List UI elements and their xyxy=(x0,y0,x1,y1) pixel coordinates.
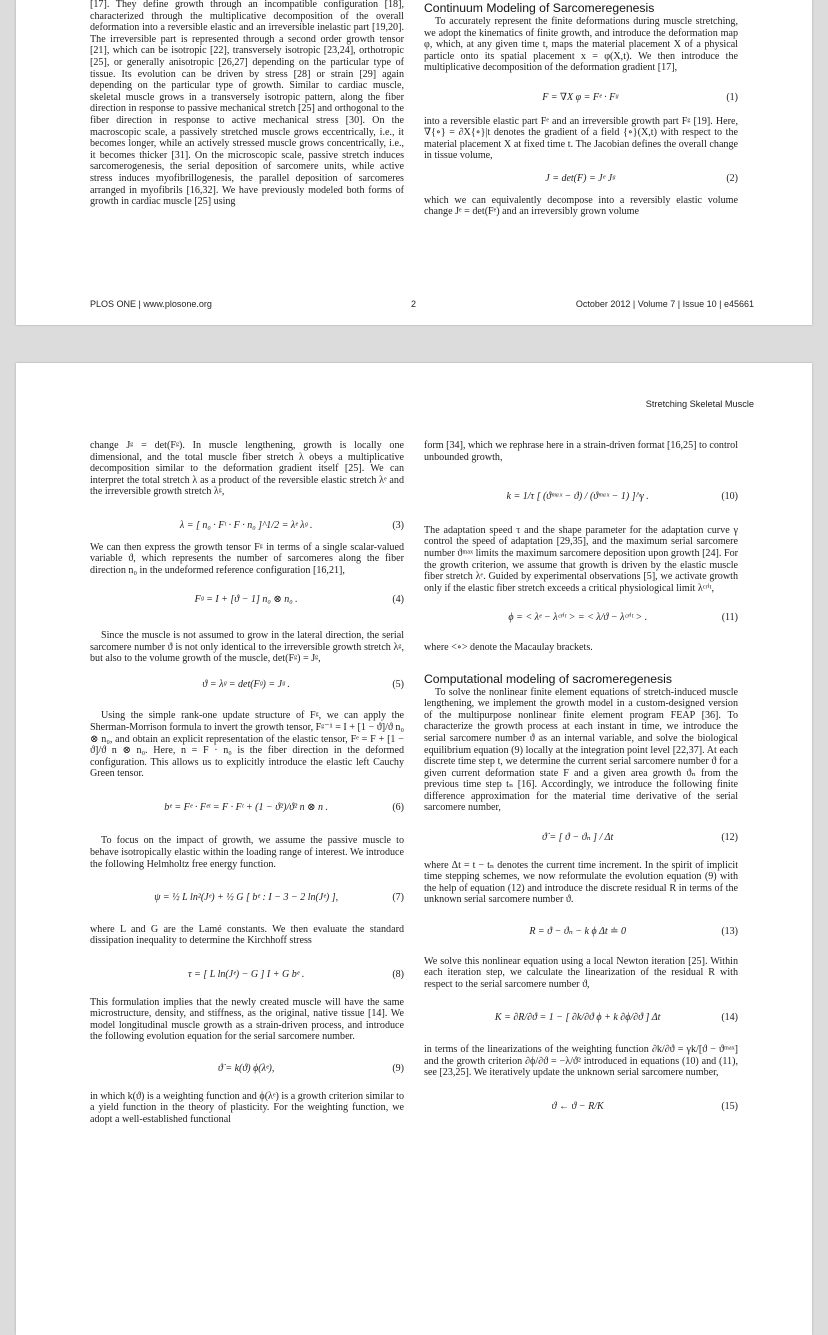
right-column xyxy=(424,440,738,1112)
equation-10: k = 1/τ [ (ϑᵐᵃˣ − ϑ) / (ϑᵐᵃˣ − 1) ]^γ . (10) xyxy=(506,491,738,503)
paragraph: To accurately represent the finite deformations during muscle stretching, we adopt the kinematics of finite growth, and introduce the deformation map φ, which, at any given time t, maps the material placement X of a physical particle onto its spatial placement x = φ(X,t). We then introduce the multiplicative decomposition of the deformation gradient [17], xyxy=(424,16,738,74)
equation-8: τ = [ L ln(Jᵉ) − G ] I + G bᵉ . (8) xyxy=(187,969,404,981)
paragraph: which we can equivalently decompose into a reversibly elastic volume change Jᵉ = det(Fᵉ) and an irreversibly grown volume xyxy=(424,194,738,218)
equation-7: ψ = ½ L ln²(Jᵉ) + ½ G [ bᵉ : I − 3 − 2 ln(Jᵉ) ], (7) xyxy=(154,892,404,904)
section-heading: Computational modeling of sacromeregenesis xyxy=(424,671,672,686)
paragraph: To solve the nonlinear finite element equations of stretch-induced muscle lengthening, we implement the growth model in a custom-designed version of the multipurpose nonlinear finite element program FEAP [36]. To characterize the growth process at each instant in time, we introduce the serial sarcomere number ϑ as an internal variable, and solve the biological equilibrium equation (9) locally at the integration point level [22,37]. At each discrete time step t, we determine the current serial sarcomere number ϑ for a given current deformation state F and a given area growth ϑₙ from the previous time step tₙ [16]. Accordingly, we introduce the following finite difference approximation for the material time derivative of the serial sarcomere number, xyxy=(424,686,738,814)
footer-issue: October 2012 | Volume 7 | Issue 10 | e45661 xyxy=(575,299,754,309)
paragraph: change Jᵍ = det(Fᵍ). In muscle lengthening, growth is locally one dimensional, and the total muscle fiber stretch λ obeys a multiplicative decomposition similar to the deformation gradient itself [25]. We can interpret the total stretch λ as a product of the reversible elastic stretch λᵉ and the irreversible growth stretch λᵍ, xyxy=(90,440,404,498)
equation-11: ϕ = < λᵉ − λᶜʳⁱᵗ > = < λ/ϑ − λᶜʳⁱᵗ > . (11) xyxy=(508,612,738,624)
page-top xyxy=(16,0,812,325)
equation-3: λ = [ n₀ · Fᵗ · F · n₀ ]^1/2 = λᵉ λᵍ . (3) xyxy=(179,519,404,531)
equation-15: ϑ ← ϑ − R/K (15) xyxy=(551,1100,738,1112)
running-head: Stretching Skeletal Muscle xyxy=(645,399,754,409)
paragraph: This formulation implies that the newly created muscle will have the same microstructure, density, and stiffness, as the original, native tissue [14]. We model longitudinal muscle growth as a strain-driven process, and introduce the following evolution equation for the serial sarcomere number. xyxy=(90,996,404,1043)
paragraph: where L and G are the Lamé constants. We then evaluate the standard dissipation inequality to determine the Kirchhoff stress xyxy=(90,923,404,947)
footer-journal: PLOS ONE | www.plosone.org xyxy=(90,299,212,309)
left-column xyxy=(90,440,404,1125)
right-column xyxy=(424,1,738,218)
equation-14: K = ∂R/∂ϑ = 1 − [ ∂k/∂ϑ ϕ + k ∂ϕ/∂ϑ ] Δt (14) xyxy=(494,1012,738,1024)
equation-6: bᵉ = Fᵉ · Fᵉᵗ = F · Fᵗ + (1 − ϑ²)/ϑ² n ⊗ n . (6) xyxy=(164,801,404,813)
equation-4: Fᵍ = I + [ϑ − 1] n₀ ⊗ n₀ . (4) xyxy=(194,594,404,606)
paragraph: To focus on the impact of growth, we assume the passive muscle to behave isotropically elastic within the loading range of interest. We introduce the following Helmholtz free energy function. xyxy=(90,835,404,870)
page-bottom xyxy=(16,363,812,1335)
footer-page-number: 2 xyxy=(411,299,417,309)
paragraph: where <∘> denote the Macaulay brackets. xyxy=(424,641,593,653)
paragraph: We solve this nonlinear equation using a local Newton iteration [25]. Within each iteration step, we calculate the linearization of the residual R with respect to the serial sarcomere number ϑ, xyxy=(424,955,738,990)
paragraph: where Δt = t − tₙ denotes the current time increment. In the spirit of implicit time stepping schemes, we now reformulate the evolution equation (9) with the help of equation (12) and introduce the discrete residual R in terms of the unknown serial sarcomere number ϑ. xyxy=(424,859,738,906)
left-column xyxy=(90,0,404,208)
paragraph: Since the muscle is not assumed to grow in the lateral direction, the serial sarcomere number ϑ is not only identical to the irreversible growth stretch λᵍ, but also to the volume growth of the muscle, det(Fᵍ) = Jᵍ, xyxy=(90,629,404,665)
section-heading: Continuum Modeling of Sarcomeregenesis xyxy=(424,1,655,15)
paragraph: form [34], which we rephrase here in a strain-driven format [16,25] to control unbounded growth, xyxy=(424,440,738,463)
equation-13: R = ϑ − ϑₙ − k ϕ Δt ≐ 0 (13) xyxy=(529,926,738,938)
equation-2: J = det(F) = Jᵉ Jᵍ (2) xyxy=(545,172,738,184)
paragraph: The adaptation speed τ and the shape parameter for the adaptation curve γ control the speed of adaptation [29,35], and the maximum serial sarcomere number ϑᵐᵃˣ limits the maximum sarcomere deposition upon growth [24]. For the growth criterion, we assume that growth is driven by the elastic muscle fiber stretch λᵉ. Guided by experimental observations [5], we activate growth only if the elastic fiber stretch exceeds a critical physiological limit λᶜʳⁱᵗ, xyxy=(424,524,738,594)
paragraph: Using the simple rank-one update structure of Fᵍ, we can apply the Sherman-Morrison formula to invert the growth tensor, Fᵍ⁻¹ = I + [1 − ϑ]/ϑ n₀ ⊗ n₀, and obtain an explicit representation of the elastic tensor, Fᵉ = F + [1 − ϑ]/ϑ n ⊗ n₀. Here, n = F · n₀ is the fiber direction in the deformed configuration. This allows us to explicitly introduce the elastic left Cauchy Green tensor. xyxy=(90,710,404,780)
equation-12: ϑ̇ = [ ϑ − ϑₙ ] / Δt (12) xyxy=(542,832,738,844)
equation-5: ϑ = λᵍ = det(Fᵍ) = Jᵍ . (5) xyxy=(202,678,404,690)
paragraph: [17]. They define growth through an incompatible configuration [18], characterized through the multiplicative decomposition of the overall deformation into a reversible elastic and an irreversible inelastic part [19,20]. The irreversible part is represented through a second order growth tensor [21], which can be isotropic [22], transversely isotropic [23,24], orthotropic [25], or generally anisotropic [26,27] depending on the particular type of tissue. Its evolution can be driven by stress [28] or strain [29] again depending on the particular type of growth. Similar to cardiac muscle, skeletal muscle grows in a transversely isotropic pattern, along the fiber direction in response to passive mechanical stretch [25] and orthogonal to the fiber direction in response to active mechanical stress [30]. On the macroscopic scale, a passively stretched muscle grows eccentrically, i.e., it becomes longer, while an actively stressed muscle grows concentrically, i.e., it becomes thicker [31]. On the microscopic scale, passive stretch induces sarcomerogenesis, the serial deposition of sarcomere units, while active stress induces myofibrillogenesis, the parallel deposition of sarcomeres arranged in myofibrils [16,32]. We have previously modeled both forms of growth in cardiac muscle [25] using xyxy=(90,0,404,208)
paragraph: in terms of the linearizations of the weighting function ∂k/∂ϑ = γk/[ϑ − ϑᵐᵃˣ] and the growth criterion ∂ϕ/∂ϑ = −λ/ϑ² introduced in equations (10) and (11), see [23,25]. We iteratively update the unknown serial sarcomere number, xyxy=(424,1044,738,1079)
equation-9: ϑ̇ = k(ϑ) ϕ(λᵉ), (9) xyxy=(217,1063,404,1074)
paragraph: in which k(ϑ) is a weighting function and ϕ(λᵉ) is a growth criterion similar to a yield function in the theory of plasticity. For the weighting function, we adopt a well-established functional xyxy=(90,1090,404,1125)
paragraph: into a reversible elastic part Fᵉ and an irreversible growth part Fᵍ [19]. Here, ∇{∘} = ∂X{∘}|t denotes the gradient of a field {∘}(X,t) with respect to the material placement X at fixed time t. The Jacobian defines the overall change in tissue volume, xyxy=(424,115,738,162)
equation-1: F = ∇X φ = Fᵉ · Fᵍ (1) xyxy=(542,91,738,103)
paragraph: We can then express the growth tensor Fᵍ in terms of a single scalar-valued variable ϑ, which represents the number of sarcomeres along the fiber direction n₀ in the undeformed reference configuration [16,21], xyxy=(90,541,404,576)
